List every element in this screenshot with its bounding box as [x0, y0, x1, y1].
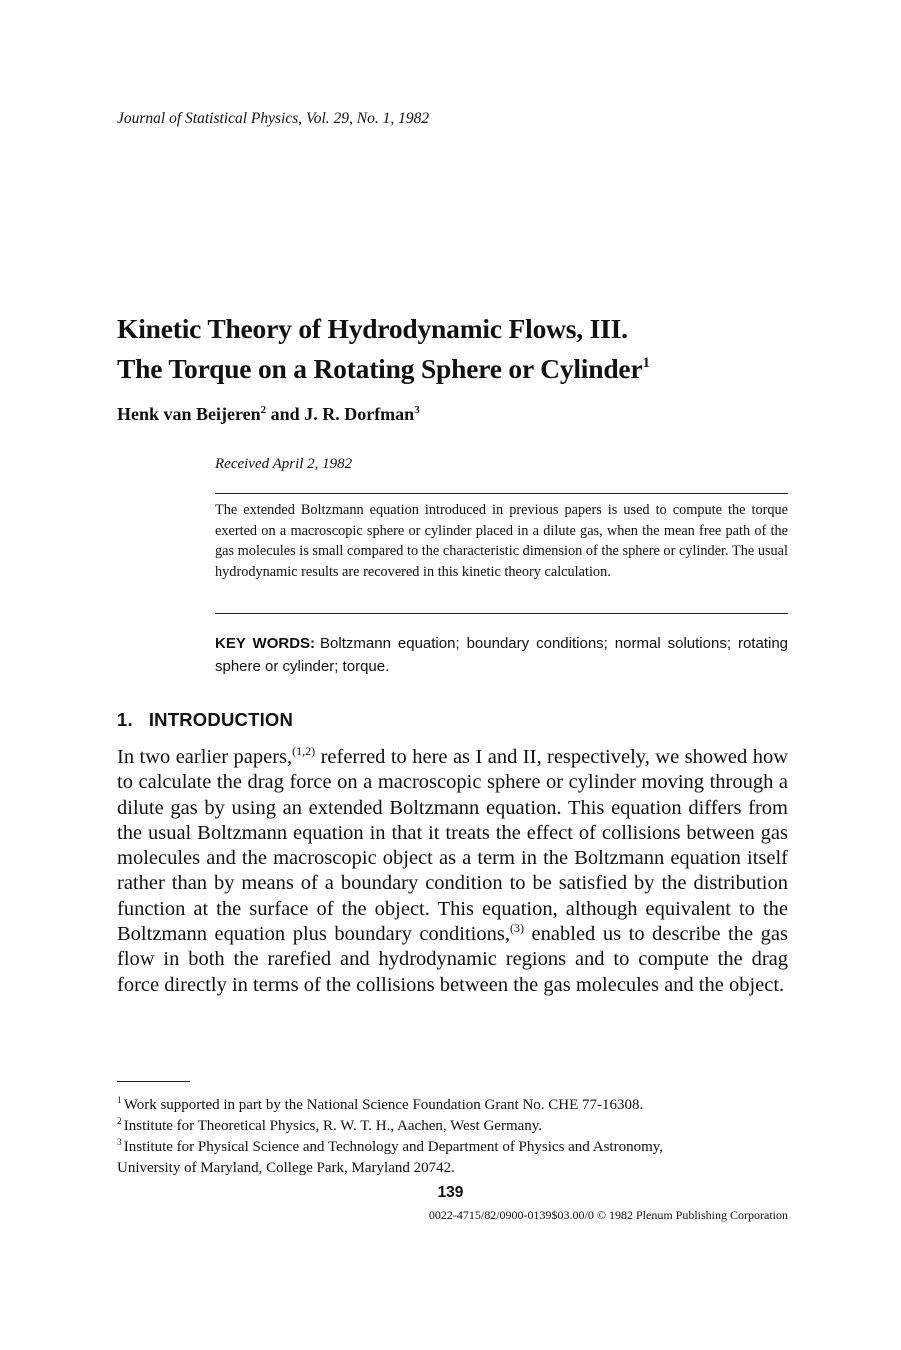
copyright-line: 0022-4715/82/0900-0139$03.00/0 © 1982 Plenum Publishing Corporation: [428, 1208, 788, 1222]
keywords-label: KEY WORDS:: [215, 635, 316, 652]
footnotes: [117, 1095, 788, 1179]
footnote-text: Work supported in part by the National Science Foundation Grant No. CHE 77-16308.: [123, 1097, 644, 1113]
title-line-2: [117, 346, 650, 386]
footnote-3: [117, 1137, 788, 1158]
keywords: [215, 632, 788, 678]
citation-ref-2: (3): [509, 921, 524, 936]
body-text-3: enabled us to describe the gas flow in both the rarefied and hydrodynamic regions and to compute the drag force directly in terms of the collisions between the gas molecules and the object.: [117, 923, 788, 996]
abstract-top-rule: [215, 493, 788, 494]
abstract-bottom-rule: [215, 613, 788, 614]
footnote-mark: 3: [117, 1138, 122, 1148]
author-2: J. R. Dorfman: [304, 404, 415, 424]
section-heading: [117, 709, 293, 731]
title-footnote-mark: 1: [642, 355, 650, 371]
footnote-3-continuation: University of Maryland, College Park, Maryland 20742.: [117, 1160, 455, 1176]
title-line-2-text: The Torque on a Rotating Sphere or Cylinder: [117, 353, 643, 384]
footnote-mark: 2: [117, 1117, 122, 1127]
body-text-2: referred to here as I and II, respectively, we showed how to calculate the drag force on a macroscopic sphere or cylinder moving through a dilute gas by using an extended Boltzmann equation. This equation differs from the usual Boltzmann equation in that it treats the effect of collisions between gas molecules and the macroscopic object as a term in the Boltzmann equation itself rather than by means of a boundary condition to be satisfied by the distribution function at the surface of the object. This equation, although equivalent to the Boltzmann equation plus boundary conditions,: [117, 746, 788, 946]
keywords-text: Boltzmann equation; boundary conditions; normal solutions; rotating sphere or cylinder; torque.: [215, 635, 789, 675]
author-1-mark: 2: [260, 404, 267, 416]
footnote-1: [117, 1095, 788, 1116]
introduction-paragraph: [117, 745, 788, 998]
section-title: INTRODUCTION: [148, 709, 294, 730]
section-number: 1.: [117, 709, 133, 730]
received-date: Received April 2, 1982: [215, 456, 353, 472]
footnote-text: Institute for Physical Science and Technology and Department of Physics and Astronomy,: [123, 1139, 664, 1155]
author-connector: and: [266, 404, 305, 424]
author-list: [117, 404, 420, 425]
page-number: 139: [437, 1184, 464, 1201]
abstract: The extended Boltzmann equation introduced in previous papers is used to compute the torque exerted on a macroscopic sphere or cylinder placed in a dilute gas, when the mean free path of the gas molecules is small compared to the characteristic dimension of the sphere or cylinder. The usual hydrodynamic results are recovered in this kinetic theory calculation.: [215, 502, 788, 580]
footnote-text: Institute for Theoretical Physics, R. W. T. H., Aachen, West Germany.: [123, 1118, 543, 1134]
footnote-2: [117, 1116, 788, 1137]
citation-ref-1: (1,2): [292, 744, 316, 758]
paper-title: [117, 312, 650, 386]
body-text-1: In two earlier papers,: [117, 746, 293, 768]
author-1: Henk van Beijeren: [117, 404, 261, 424]
footnote-mark: 1: [117, 1096, 122, 1106]
footnote-rule: [117, 1081, 190, 1082]
journal-citation: Journal of Statistical Physics, Vol. 29, No. 1, 1982: [117, 110, 430, 127]
title-line-1: Kinetic Theory of Hydrodynamic Flows, III.: [117, 313, 628, 344]
author-2-mark: 3: [414, 404, 420, 416]
